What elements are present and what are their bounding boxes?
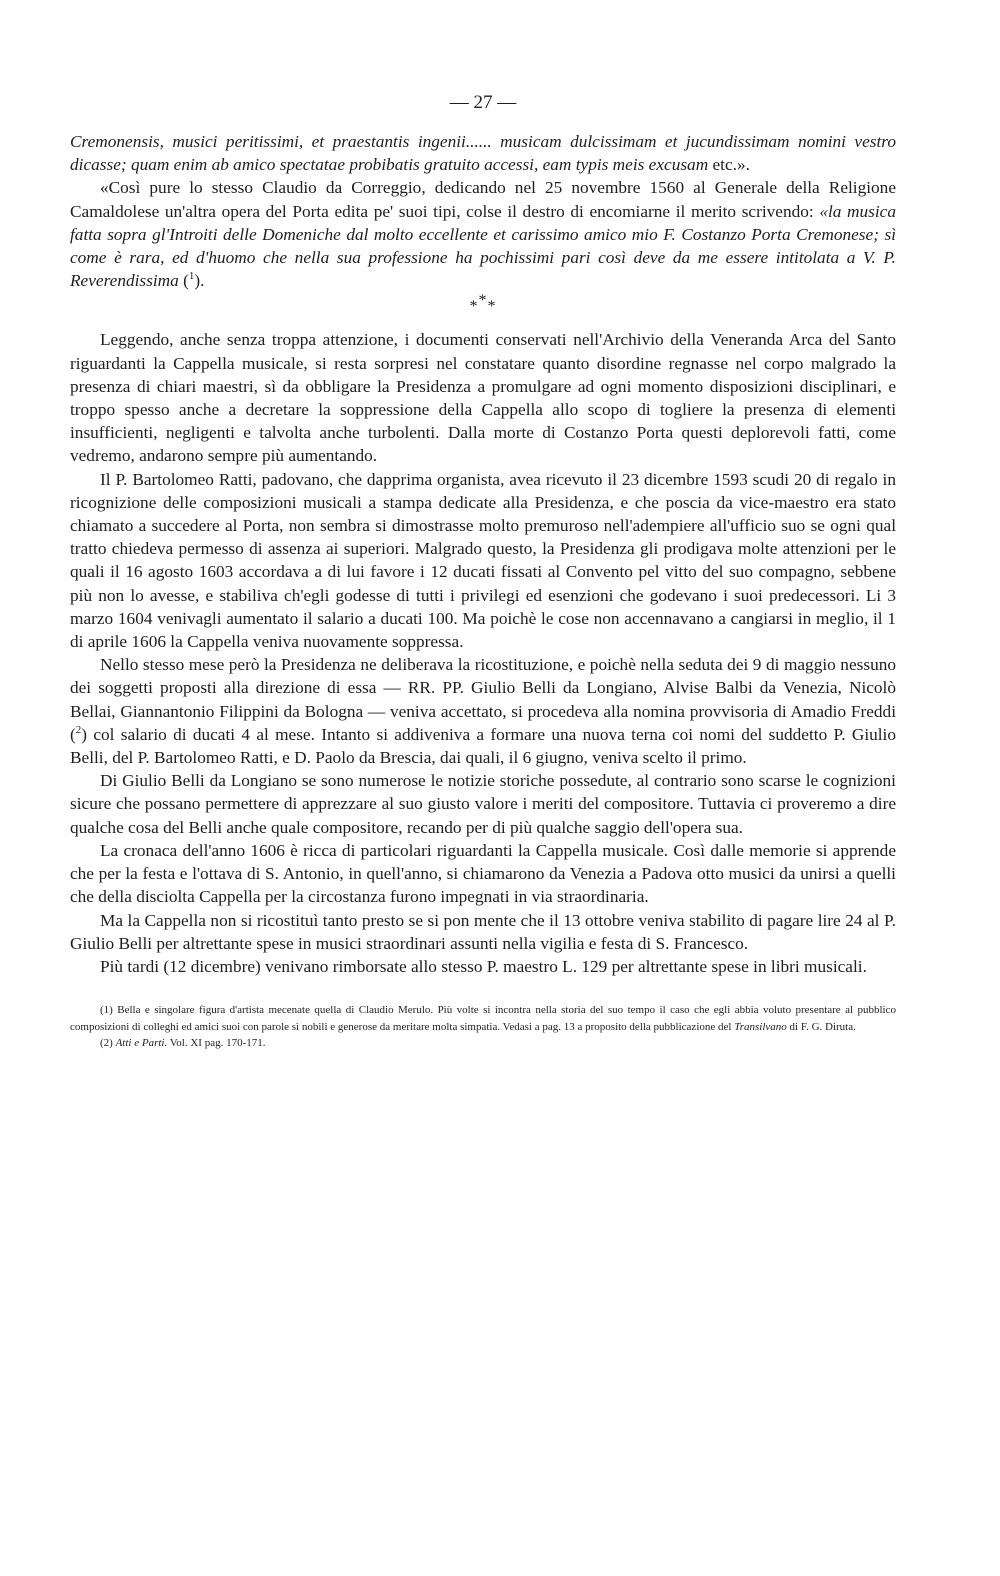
text-run: «Così pure lo stesso Claudio da Correggio, dedicando nel 25 novembre 1560 al Generale della Religione Camaldolese un'altra opera del Porta edita pe' suoi tipi, colse il destro di encomiarne il merito scrivendo: [70,178,896,221]
asterisk-left: * [469,298,479,316]
footnote [70,1002,896,1035]
footnote-ref: 2 [75,724,82,737]
text-run: (1) Bella e singolare figura d'artista mecenate quella di Claudio Merulo. Più volte si incontra nella storia del suo tempo il caso che egli abbia voluto presentare al pubblico composizioni di colleghi ed amici suoi con parole sì nobili e generose da meritare molta simpatia. Vedasi a pag. 13 a proposito della pubblicazione del [70,1004,896,1033]
asterisk-right: * [487,298,497,316]
text-run: Vol. XI pag. 170-171. [167,1037,266,1050]
text-run: Ma la Cappella non si ricostituì tanto presto se si pon mente che il 13 ottobre veniva stabilito di pagare lire 24 al P. Giulio Belli per altrettante spese in musici straordinari assunti nella vigilia e festa di S. Francesco. [70,910,896,953]
paragraph [70,328,896,467]
text-run: ( [178,271,189,291]
text-run: Il P. Bartolomeo Ratti, padovano, che dapprima organista, avea ricevuto il 23 dicembre 1593 scudi 20 di regalo in ricognizione delle composizioni musicali a stampa dedicate alla Presidenza, e che poscia da vice-maestro era stato chiamato a succedere al Porta, non sembra si dimostrasse molto premuroso nell'adempiere all'ufficio suo se ogni qual tratto chiedeva permesso di assenza ai superiori. Malgrado questo, la Presidenza gli prodigava molte attenzioni per le quali il 16 agosto 1603 accordava a di lui favore i 12 ducati fissati al Convento pel vitto del suo compagno, sebbene più non lo avesse, e stabiliva ch'egli godesse di tutti i privilegi ed esenzioni che godevano i suoi predecessori. Li 3 marzo 1604 venivagli aumentato il salario a ducati 100. Ma poichè le cose non accennavano a cangiarsi in meglio, il 1 di aprile 1606 la Cappella veniva nuovamente soppressa. [70,469,896,652]
italic-text: «la musica fatta sopra gl'Introiti delle Domeniche dal molto eccellente et carissimo amico mio F. Costanzo Porta Cremonese; sì come è rara, ed d'huomo che nella sua professione ha pochissimi pari così deve da me essere intitolata a V. P. Reverendissima [70,201,896,291]
footnote-ref: 1 [188,270,195,283]
text-run: La cronaca dell'anno 1606 è ricca di particolari riguardanti la Cappella musicale. Così dalle memorie si apprende che per la festa e l'ottava di S. Antonio, in quell'anno, si chiamarono da Venezia a Padova otto musici da unirsi a quelli che della disciolta Cappella per la circostanza furono impegnati in via straordinaria. [70,840,896,907]
text-run: (2) [100,1037,116,1050]
paragraph [70,468,896,654]
footnotes [70,1002,896,1052]
italic-text: Cremonensis, musici peritissimi, et praestantis ingenii...... musicam dulcissimam et jucundissimam nomini vestro dicasse; quam enim ab amico spectatae probibatis gratuito accessi, eam typis meis excusam [70,132,896,175]
paragraph [70,839,896,909]
text-run: Di Giulio Belli da Longiano se sono numerose le notizie storiche possedute, al contrario sono scarse le cognizioni sicure che possano permettere di apprezzare al suo giusto valore i meriti del compositore. Tuttavia ci proveremo a dire qualche cosa del Belli anche quale compositore, recando per di più qualche saggio dell'opera sua. [70,771,896,837]
italic-text: Transilvano [734,1020,787,1033]
paragraph [70,769,896,839]
section-separator [70,292,896,316]
asterisk-top: * [478,292,488,310]
footnote [70,1035,896,1052]
body-text [70,130,896,978]
text-run: Leggendo, anche senza troppa attenzione, i documenti conservati nell'Archivio della Veneranda Arca del Santo riguardanti la Cappella musicale, si resta sorpresi nel constatare quanto disordine regnasse nel corpo malgrado la presenza di chiari maestri, sì da obbligare la Presidenza a promulgare ad ogni momento disposizioni disciplinari, e troppo spesso anche a decretare la soppressione della Cappella allo scopo di togliere la presenza di elementi insufficienti, negligenti e talvolta anche turbolenti. Dalla morte di Costanzo Porta questi deplorevoli fatti, come vedremo, andarono sempre più aumentando. [70,330,896,466]
text-run: ). [194,271,205,291]
document-page [70,92,896,1052]
paragraph [70,653,896,769]
paragraph [70,176,896,292]
paragraph [70,130,896,176]
text-run: Nello stesso mese però la Presidenza ne deliberava la ricostituzione, e poichè nella seduta dei 9 di maggio nessuno dei soggetti proposti alla direzione di essa — RR. PP. Giulio Belli da Longiano, Alvise Balbi da Venezia, Nicolò Bellai, Giannantonio Filippini da Bologna — veniva accettato, si procedeva alla nomina provvisoria di Amadio Freddi ( [70,655,896,744]
text-run: di F. G. Diruta. [786,1020,856,1033]
page-number: — 27 — [449,92,517,113]
italic-text: Atti e Parti. [115,1037,168,1050]
text-run: ) col salario di ducati 4 al mese. Intanto si addiveniva a formare una nuova terna coi nomi del suddetto P. Giulio Belli, del P. Bartolomeo Ratti, e D. Paolo da Brescia, dai quali, il 6 giugno, veniva scelto il primo. [70,724,896,768]
text-run: etc.». [708,155,750,175]
paragraph [70,955,896,978]
paragraph [70,909,896,955]
text-run: Più tardi (12 dicembre) venivano rimborsate allo stesso P. maestro L. 129 per altrettante spese in libri musicali. [100,956,867,976]
